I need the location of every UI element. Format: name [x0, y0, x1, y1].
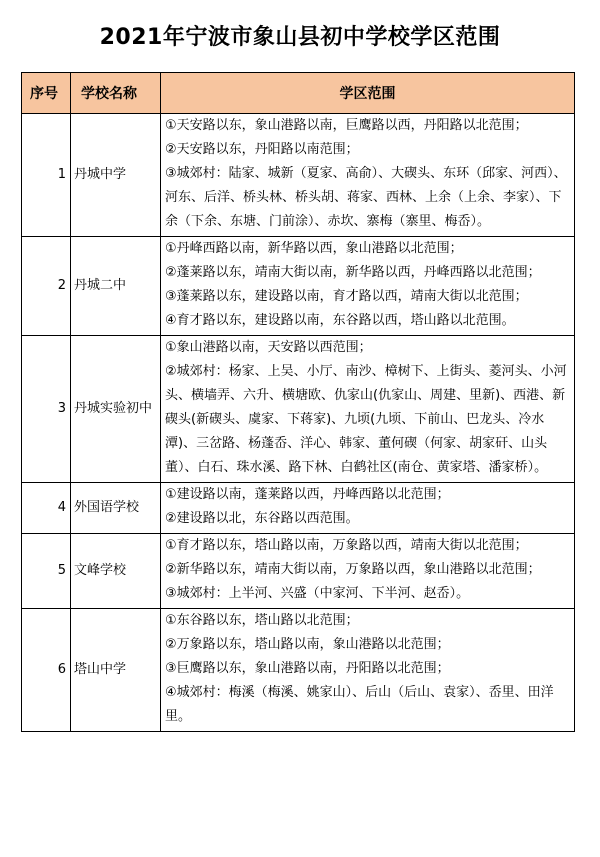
- row-school-name: 丹城实验初中: [71, 336, 161, 483]
- row-school-name: 丹城中学: [71, 114, 161, 237]
- row-seq: 1: [22, 114, 71, 237]
- header-seq: 序号: [22, 73, 71, 114]
- row-seq: 2: [22, 237, 71, 336]
- row-district-range: [161, 483, 575, 534]
- table-row: [22, 336, 575, 483]
- row-district-range: [161, 609, 575, 732]
- range-item: ②万象路以东，塔山路以南，象山港路以北范围；: [165, 637, 450, 652]
- range-item: ③城郊村：上半河、兴盛（中家河、下半河、赵岙）。: [165, 586, 470, 601]
- row-seq: 3: [22, 336, 71, 483]
- range-item: ③巨鹰路以东，象山港路以南，丹阳路以北范围；: [165, 661, 450, 676]
- header-district-range: 学区范围: [161, 73, 575, 114]
- range-item: ③城郊村：陆家、城新（夏家、高俞）、大碶头、东环（邱家、河西）、河东、后洋、桥头林、桥头胡、蒋家、西林、上余（上余、李家）、下余（下余、东塘、门前涂）、赤坎、寨梅（寨里、梅岙）。: [165, 166, 567, 229]
- range-item: ①丹峰西路以南，新华路以西，象山港路以北范围；: [165, 241, 463, 256]
- row-school-name: 外国语学校: [71, 483, 161, 534]
- row-district-range: [161, 114, 575, 237]
- range-item: ①象山港路以南，天安路以西范围；: [165, 340, 372, 355]
- range-item: ②建设路以北，东谷路以西范围。: [165, 511, 359, 526]
- table-header-row: [22, 73, 575, 114]
- range-item: ④育才路以东，建设路以南，东谷路以西，塔山路以北范围。: [165, 313, 515, 328]
- range-item: ②天安路以东，丹阳路以南范围；: [165, 142, 359, 157]
- header-school-name: 学校名称: [71, 73, 161, 114]
- row-seq: 6: [22, 609, 71, 732]
- table-row: [22, 534, 575, 609]
- row-district-range: [161, 237, 575, 336]
- row-seq: 5: [22, 534, 71, 609]
- range-item: ②城郊村：杨家、上吴、小厅、南沙、樟树下、上街头、菱河头、小河头、横墙弄、六升、横塘欧、仇家山(仇家山、周建、里新)、西港、新碶头(新碶头、虞家、下蒋家)、九顷(九顷、下前山、巴龙头、冷水潭)、三岔路、杨蓬岙、洋心、韩家、董何碶（何家、胡家矸、山头董）、白石、珠水溪、路下林、白鹤社区(南仓、黄家塔、潘家桥）。: [165, 364, 567, 475]
- school-district-table: [21, 72, 575, 732]
- range-item: ①育才路以东，塔山路以南，万象路以西，靖南大街以北范围；: [165, 538, 528, 553]
- table-row: [22, 114, 575, 237]
- row-district-range: [161, 336, 575, 483]
- row-seq: 4: [22, 483, 71, 534]
- range-item: ②蓬莱路以东，靖南大街以南，新华路以西，丹峰西路以北范围；: [165, 265, 541, 280]
- table-row: [22, 609, 575, 732]
- range-item: ①东谷路以东，塔山路以北范围；: [165, 613, 359, 628]
- range-item: ④城郊村：梅溪（梅溪、姚家山）、后山（后山、袁家）、岙里、田洋里。: [165, 685, 554, 724]
- row-school-name: 塔山中学: [71, 609, 161, 732]
- row-school-name: 文峰学校: [71, 534, 161, 609]
- range-item: ②新华路以东，靖南大街以南，万象路以西，象山港路以北范围；: [165, 562, 541, 577]
- table-row: [22, 483, 575, 534]
- row-school-name: 丹城二中: [71, 237, 161, 336]
- range-item: ①天安路以东，象山港路以南，巨鹰路以西，丹阳路以北范围；: [165, 118, 528, 133]
- row-district-range: [161, 534, 575, 609]
- range-item: ①建设路以南，蓬莱路以西，丹峰西路以北范围；: [165, 487, 450, 502]
- table-row: [22, 237, 575, 336]
- range-item: ③蓬莱路以东，建设路以南，育才路以西，靖南大街以北范围；: [165, 289, 528, 304]
- page-title: 2021年宁波市象山县初中学校学区范围: [99, 24, 501, 50]
